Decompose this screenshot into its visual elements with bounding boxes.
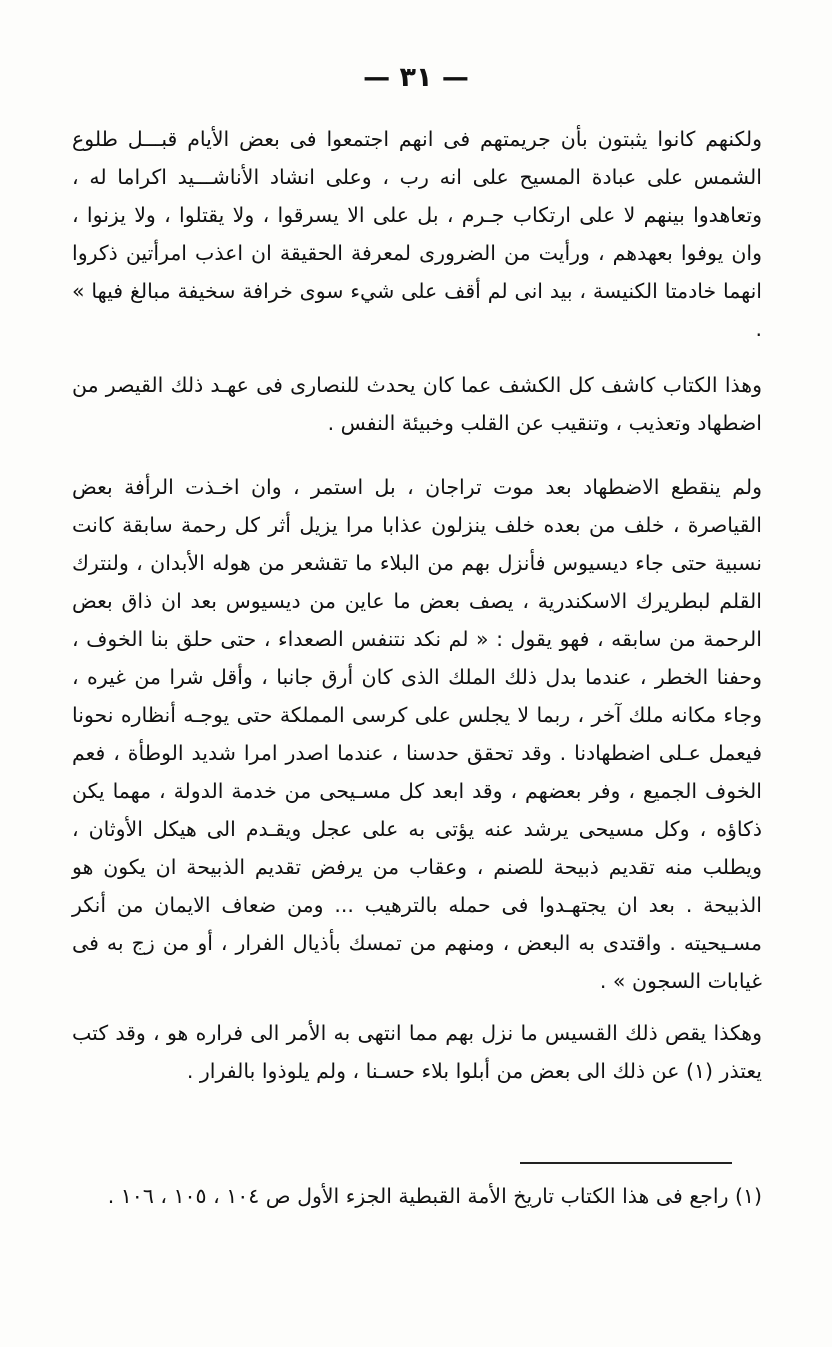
footnote: (١) راجع فى هذا الكتاب تاريخ الأمة القبطية الجزء الأول ص ١٠٤ ، ١٠٥ ، ١٠٦ . bbox=[107, 1184, 762, 1208]
footnote-divider bbox=[520, 1162, 732, 1164]
paragraph-text: وهكذا يقص ذلك القسيس ما نزل بهم مما انتهى به الأمر الى فراره هو ، وقد كتب يعتذر (١) عن ذلك الى بعض من أبلوا بلاء حسـنا ، ولم يلوذوا بالفرار . bbox=[72, 1021, 762, 1083]
paragraph-3 bbox=[72, 468, 762, 1000]
paragraph-4 bbox=[72, 1014, 762, 1090]
paragraph-text: ولم ينقطع الاضطهاد بعد موت تراجان ، بل استمر ، وان اخـذت الرأفة بعض القياصرة ، خلف من بعده خلف ينزلون عذابا مرا يزيل أثر كل رحمة سابقة كانت نسبية حتى جاء ديسيوس فأنزل بهم من البلاء ما تقشعر من هوله الأبدان ، ولنترك القلم لبطريرك الاسكندرية ، يصف بعض ما عاين من ديسيوس بعد ان ذاق بعض الرحمة من سابقه ، فهو يقول : « لم نكد نتنفس الصعداء ، حتى حلق بنا الخوف ، وحفنا الخطر ، عندما بدل ذلك الملك الذى كان أرق جانبا ، وأقل شرا من غيره ، وجاء مكانه ملك آخر ، ربما لا يجلس على كرسى المملكة حتى يوجـه أنظاره نحونا فيعمل عـلى اضطهادنا . وقد تحقق حدسنا ، عندما اصدر امرا شديد الوطأة ، فعم الخوف الجميع ، وفر بعضهم ، وقد ابعد كل مسـيحى من خدمة الدولة ، مهما يكن ذكاؤه ، وكل مسيحى يرشد عنه يؤتى به على عجل ويقـدم الى هيكل الأوثان ، ويطلب منه تقديم ذبيحة للصنم ، وعقاب من يرفض تقديم الذبيحة ان يكون هو الذبيحة . بعد ان يجتهـدوا فى حمله بالترهيب ... ومن ضعاف الايمان من أنكر مسـيحيته . واقتدى به البعض ، ومنهم من تمسك بأذيال الفرار ، أو من زج به فى غيابات السجون » . bbox=[72, 475, 762, 993]
paragraph-1 bbox=[72, 120, 762, 348]
paragraph-2 bbox=[72, 366, 762, 442]
page-number: — ٣١ — bbox=[363, 62, 469, 93]
paragraph-text: وهذا الكتاب كاشف كل الكشف عما كان يحدث للنصارى فى عهـد ذلك القيصر من اضطهاد وتعذيب ، وتنقيب عن القلب وخبيئة النفس . bbox=[72, 373, 762, 435]
paragraph-text: ولكنهم كانوا يثبتون بأن جريمتهم فى انهم اجتمعوا فى بعض الأيام قبـــل طلوع الشمس على عبادة المسيح على انه رب ، وعلى انشاد الأناشـــيد اكراما له ، وتعاهدوا بينهم لا على ارتكاب جـرم ، بل على الا يسرقوا ، ولا يقتلوا ، ولا يزنوا ، وان يوفوا بعهدهم ، ورأيت من الضرورى لمعرفة الحقيقة ان اعذب امرأتين ذكروا انهما خادمتا الكنيسة ، بيد انى لم أقف على شيء سوى خرافة سخيفة مبالغ فيها » . bbox=[72, 127, 762, 341]
